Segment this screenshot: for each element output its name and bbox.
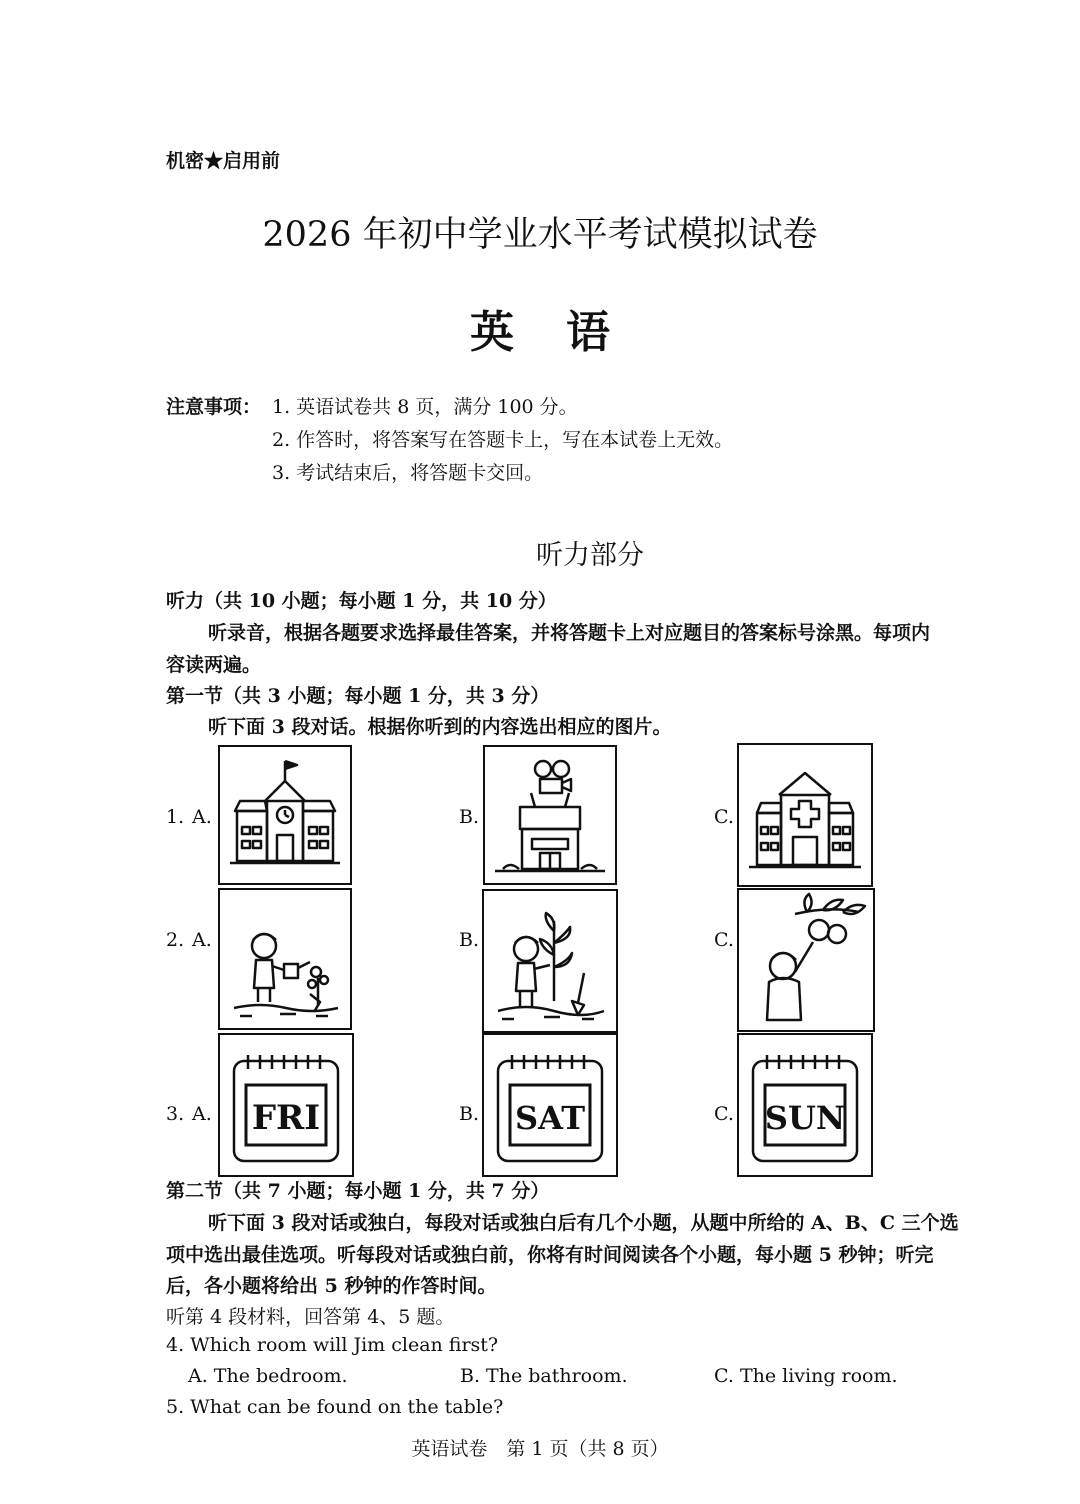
notice-label: 注意事项： xyxy=(166,396,262,418)
calendar-day-text: SUN xyxy=(764,1099,846,1137)
answer-option: C. The living room. xyxy=(714,1365,898,1387)
option-letter: C. xyxy=(714,806,734,828)
cinema-icon xyxy=(483,745,617,885)
exam-title: 2026 年初中学业水平考试模拟试卷 xyxy=(262,215,818,255)
section-heading: 听力部分 xyxy=(536,540,644,571)
notice-item: 3. 考试结束后，将答题卡交回。 xyxy=(272,462,544,484)
material-note: 听第 4 段材料，回答第 4、5 题。 xyxy=(166,1306,455,1328)
option-letter: A. xyxy=(192,1103,212,1125)
answer-option: A. The bedroom. xyxy=(188,1365,348,1387)
part2-header: 第二节（共 7 小题；每小题 1 分，共 7 分） xyxy=(166,1180,550,1202)
listening-instruction: 容读两遍。 xyxy=(166,654,262,676)
option-letter: A. xyxy=(192,929,212,951)
question-number: 2. xyxy=(166,929,185,951)
part1-instruction: 听下面 3 段对话。根据你听到的内容选出相应的图片。 xyxy=(208,716,672,738)
option-letter: A. xyxy=(192,806,212,828)
calendar-icon xyxy=(737,1033,873,1177)
question-5-text: 5. What can be found on the table? xyxy=(166,1396,504,1418)
question-4-text: 4. Which room will Jim clean first? xyxy=(166,1334,499,1356)
option-letter: B. xyxy=(459,806,480,828)
notice-item: 2. 作答时，将答案写在答题卡上，写在本试卷上无效。 xyxy=(272,429,734,451)
notice-item: 1. 英语试卷共 8 页，满分 100 分。 xyxy=(272,396,578,418)
part2-instruction: 后，各小题将给出 5 秒钟的作答时间。 xyxy=(166,1275,497,1297)
school-icon xyxy=(218,745,352,885)
question-number: 3. xyxy=(166,1103,185,1125)
planting-tree-icon xyxy=(482,889,618,1033)
page-footer: 英语试卷 第 1 页（共 8 页） xyxy=(411,1438,669,1460)
listening-instruction: 听录音，根据各题要求选择最佳答案，并将答题卡上对应题目的答案标号涂黑。每项内 xyxy=(208,622,931,644)
picking-fruit-icon xyxy=(737,888,875,1032)
calendar-icon xyxy=(482,1033,618,1177)
part2-instruction: 听下面 3 段对话或独白，每段对话或独白后有几个小题，从题中所给的 A、B、C 三个选 xyxy=(208,1212,959,1234)
part2-instruction: 项中选出最佳选项。听每段对话或独白前，你将有时间阅读各个小题，每小题 5 秒钟；听完 xyxy=(166,1244,934,1266)
subject-title: 英语 xyxy=(470,307,662,358)
listening-header: 听力（共 10 小题；每小题 1 分，共 10 分） xyxy=(166,590,557,612)
watering-flowers-icon xyxy=(218,888,352,1030)
answer-option: B. The bathroom. xyxy=(460,1365,628,1387)
calendar-icon xyxy=(218,1033,354,1177)
calendar-day-text: FRI xyxy=(251,1098,321,1138)
option-letter: B. xyxy=(459,929,480,951)
hospital-icon xyxy=(737,743,873,887)
calendar-day-text: SAT xyxy=(515,1099,585,1137)
part1-header: 第一节（共 3 小题；每小题 1 分，共 3 分） xyxy=(166,685,550,707)
option-letter: B. xyxy=(459,1103,480,1125)
question-number: 1. xyxy=(166,806,185,828)
option-letter: C. xyxy=(714,1103,734,1125)
classification-label: 机密★启用前 xyxy=(166,150,281,172)
option-letter: C. xyxy=(714,929,734,951)
